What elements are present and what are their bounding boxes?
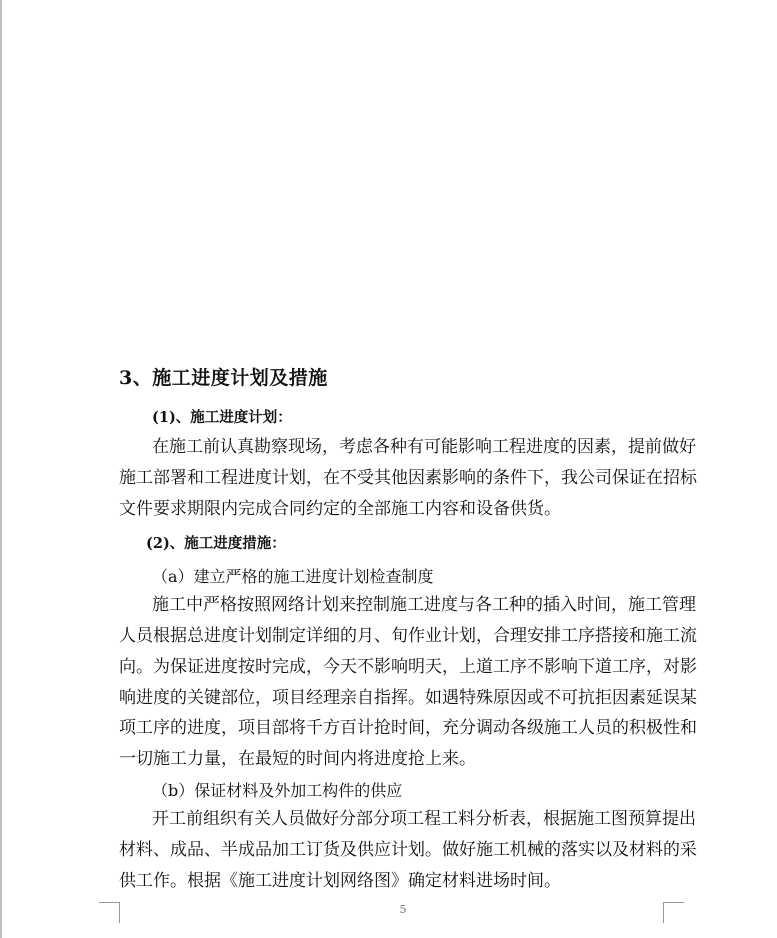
paragraph-line: 供工作。根据《施工进度计划网络图》确定材料进场时间。 bbox=[119, 871, 561, 891]
item-b-title: （b）保证材料及外加工构件的供应 bbox=[152, 781, 403, 800]
paragraph-line: 施工中严格按照网络计划来控制施工进度与各工种的插入时间，施工管理 bbox=[152, 595, 696, 615]
paragraph-line: 项工序的进度，项目部将千方百计抢时间，充分调动各级施工人员的积极性和 bbox=[119, 718, 697, 738]
crop-mark-left bbox=[99, 902, 120, 923]
paragraph-line: 一切施工力量，在最短的时间内将进度抢上来。 bbox=[119, 749, 476, 769]
subsection-2-title: (2)、施工进度措施： bbox=[146, 535, 286, 552]
page-number: 5 bbox=[399, 903, 407, 916]
paragraph-line: 文件要求期限内完成合同约定的全部施工内容和设备供货。 bbox=[119, 499, 561, 519]
paragraph-line: 在施工前认真勘察现场，考虑各种有可能影响工程进度的因素，提前做好 bbox=[152, 437, 696, 457]
item-a-title: （a）建立严格的施工进度计划检查制度 bbox=[152, 567, 434, 586]
paragraph-line: 向。为保证进度按时完成，今天不影响明天，上道工序不影响下道工序，对影 bbox=[119, 657, 697, 677]
paragraph-line: 人员根据总进度计划制定详细的月、旬作业计划，合理安排工序搭接和施工流 bbox=[119, 626, 697, 646]
paragraph-line: 材料、成品、半成品加工订货及供应计划。做好施工机械的落实以及材料的采 bbox=[119, 840, 697, 860]
paragraph-line: 开工前组织有关人员做好分部分项工程工料分析表，根据施工图预算提出 bbox=[152, 809, 696, 829]
subsection-1-title: (1)、施工进度计划： bbox=[152, 409, 292, 426]
paragraph-line: 响进度的关键部位，项目经理亲自指挥。如遇特殊原因或不可抗拒因素延误某 bbox=[119, 688, 697, 708]
crop-mark-right bbox=[663, 902, 684, 923]
section-heading: 3、施工进度计划及措施 bbox=[119, 367, 328, 389]
paragraph-line: 施工部署和工程进度计划，在不受其他因素影响的条件下，我公司保证在招标 bbox=[119, 468, 697, 488]
